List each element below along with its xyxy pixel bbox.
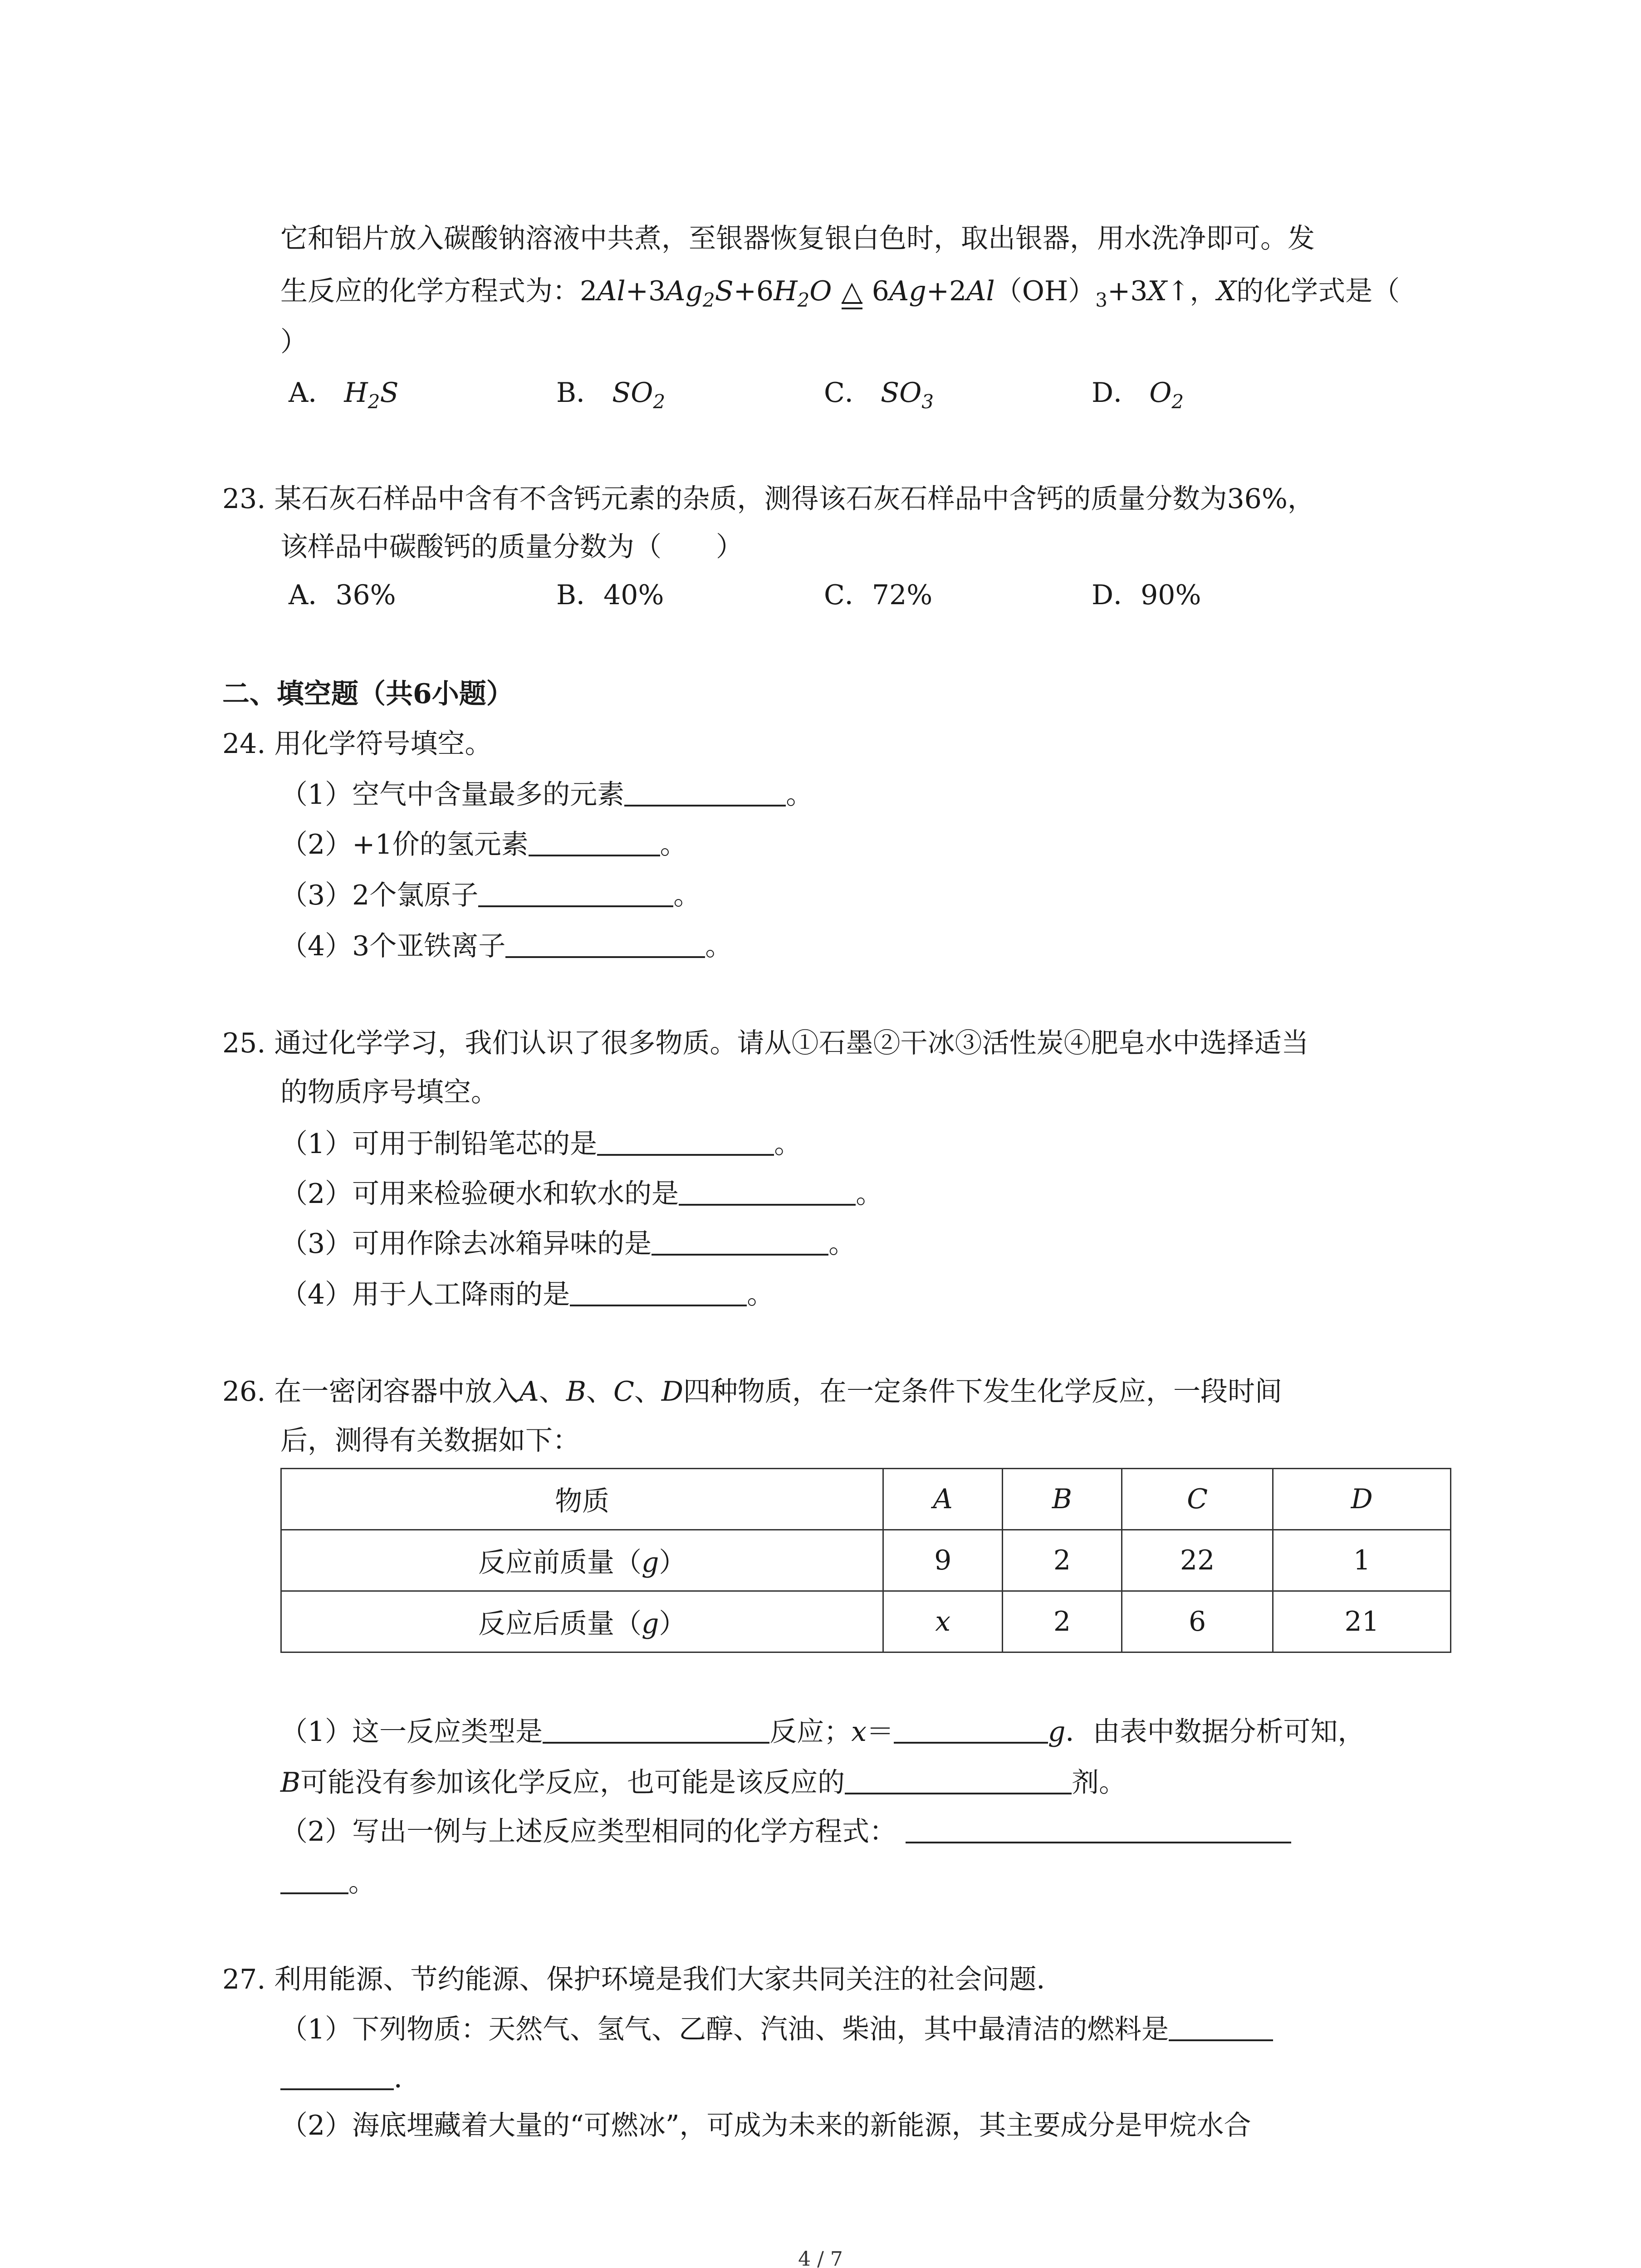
answer-blank[interactable] [478, 880, 673, 907]
page-number: 4 / 7 [798, 2248, 843, 2268]
q25-line1: 25. 通过化学学习，我们认识了很多物质。请从①石墨②干冰③活性炭④肥皂水中选择适当 [222, 1027, 1309, 1059]
q23-option-b[interactable]: B．40% [556, 579, 664, 611]
table-cell: x [883, 1591, 1003, 1652]
answer-blank[interactable] [280, 1867, 348, 1894]
q27-part2: （2）海底埋藏着大量的“可燃冰”，可成为未来的新能源，其主要成分是甲烷水合 [280, 2110, 1251, 2141]
answer-blank[interactable] [597, 1129, 774, 1156]
table-header-row [281, 1469, 1451, 1530]
q26-line1: 26. 在一密闭容器中放入A、B、C、D四种物质，在一定条件下发生化学反应，一段时间 [222, 1376, 1282, 1408]
table-row [281, 1591, 1451, 1652]
answer-blank[interactable] [624, 779, 786, 807]
table-cell: 反应后质量（g） [281, 1591, 883, 1652]
q25-item-1: （1）可用于制铅笔芯的是 。 [280, 1128, 802, 1160]
table-cell: 1 [1273, 1530, 1451, 1591]
q27-line1: 27. 利用能源、节约能源、保护环境是我们大家共同关注的社会问题． [222, 1964, 1064, 1995]
table-cell: 物质 [281, 1469, 883, 1530]
q23-line1: 23. 某石灰石样品中含有不含钙元素的杂质，测得该石灰石样品中含钙的质量分数为36%， [222, 483, 1315, 515]
q24-item-4: （4）3个亚铁离子 。 [280, 930, 733, 962]
q22-line1: 它和铝片放入碳酸钠溶液中共煮，至银器恢复银白色时，取出银器，用水洗净即可。发 [280, 223, 1315, 254]
table-cell: 22 [1122, 1530, 1273, 1591]
q22-option-a[interactable]: A． $H_2S$ [289, 377, 399, 413]
answer-blank[interactable] [679, 1178, 856, 1206]
q25-item-2: （2）可用来检验硬水和软水的是 。 [280, 1178, 883, 1210]
q22-option-c[interactable]: C． $SO_3$ [824, 377, 934, 413]
q26-line2: 后，测得有关数据如下： [280, 1425, 580, 1457]
heating-condition-sign: △ [841, 278, 863, 309]
table-cell: 反应前质量（g） [281, 1530, 883, 1591]
table-cell: D [1273, 1469, 1451, 1530]
q27-part1: （1）下列物质：天然气、氢气、乙醇、汽油、柴油，其中最清洁的燃料是 [280, 2014, 1273, 2043]
answer-blank[interactable] [894, 1716, 1048, 1744]
table-row [281, 1530, 1451, 1591]
answer-blank[interactable] [505, 931, 705, 958]
table-cell: C [1122, 1469, 1273, 1530]
q23-option-c[interactable]: C．72% [824, 579, 933, 611]
q24-item-1: （1）空气中含量最多的元素 。 [280, 779, 813, 811]
table-cell: B [1003, 1469, 1122, 1530]
q26-part2-cont: 。 [280, 1867, 376, 1896]
answer-blank[interactable] [652, 1228, 828, 1256]
q22-option-b[interactable]: B． $SO_2$ [556, 377, 666, 413]
q26-part1-line2: B可能没有参加该化学反应，也可能是该反应的 剂。 [280, 1767, 1127, 1799]
q24-item-3: （3）2个氯原子 。 [280, 880, 701, 911]
table-cell: 21 [1273, 1591, 1451, 1652]
q23-line2: 该样品中碳酸钙的质量分数为（ ） [280, 531, 743, 563]
q26-part1-line1: （1）这一反应类型是 反应；x＝ g．由表中数据分析可知， [280, 1716, 1365, 1748]
table-cell: 2 [1003, 1530, 1122, 1591]
table-cell: 9 [883, 1530, 1003, 1591]
q22-line3: ） [280, 326, 308, 358]
q25-item-4: （4）用于人工降雨的是 。 [280, 1279, 774, 1310]
q24-stem: 24. 用化学符号填空。 [222, 728, 492, 760]
q24-item-2: （2）+1价的氢元素 。 [280, 829, 687, 860]
table-cell: 2 [1003, 1591, 1122, 1652]
data-table [280, 1468, 1451, 1653]
table-cell: 6 [1122, 1591, 1273, 1652]
q27-part1-cont: ． [280, 2063, 421, 2092]
q25-item-3: （3）可用作除去冰箱异味的是 。 [280, 1228, 856, 1260]
answer-blank[interactable] [529, 829, 660, 856]
q22-option-d[interactable]: D． $O_2$ [1092, 377, 1184, 413]
answer-blank[interactable] [543, 1716, 769, 1744]
answer-blank[interactable] [570, 1279, 747, 1306]
answer-blank[interactable] [280, 2063, 394, 2090]
q26-part2: （2）写出一例与上述反应类型相同的化学方程式： [280, 1816, 1291, 1845]
answer-blank[interactable] [906, 1816, 1291, 1843]
table-cell: A [883, 1469, 1003, 1530]
section-heading: 二、填空题（共6小题） [222, 678, 514, 710]
answer-blank[interactable] [845, 1767, 1072, 1794]
q23-option-d[interactable]: D．90% [1092, 579, 1201, 611]
q23-option-a[interactable]: A．36% [289, 579, 396, 611]
q25-line2: 的物质序号填空。 [280, 1076, 498, 1108]
answer-blank[interactable] [1169, 2014, 1273, 2041]
q22-line2: 生反应的化学方程式为：$2Al+3Ag_2S+6H_2O$ △ $6Ag+2Al(OH)_3+3X↑$，X的化学式是（ [280, 275, 1400, 311]
